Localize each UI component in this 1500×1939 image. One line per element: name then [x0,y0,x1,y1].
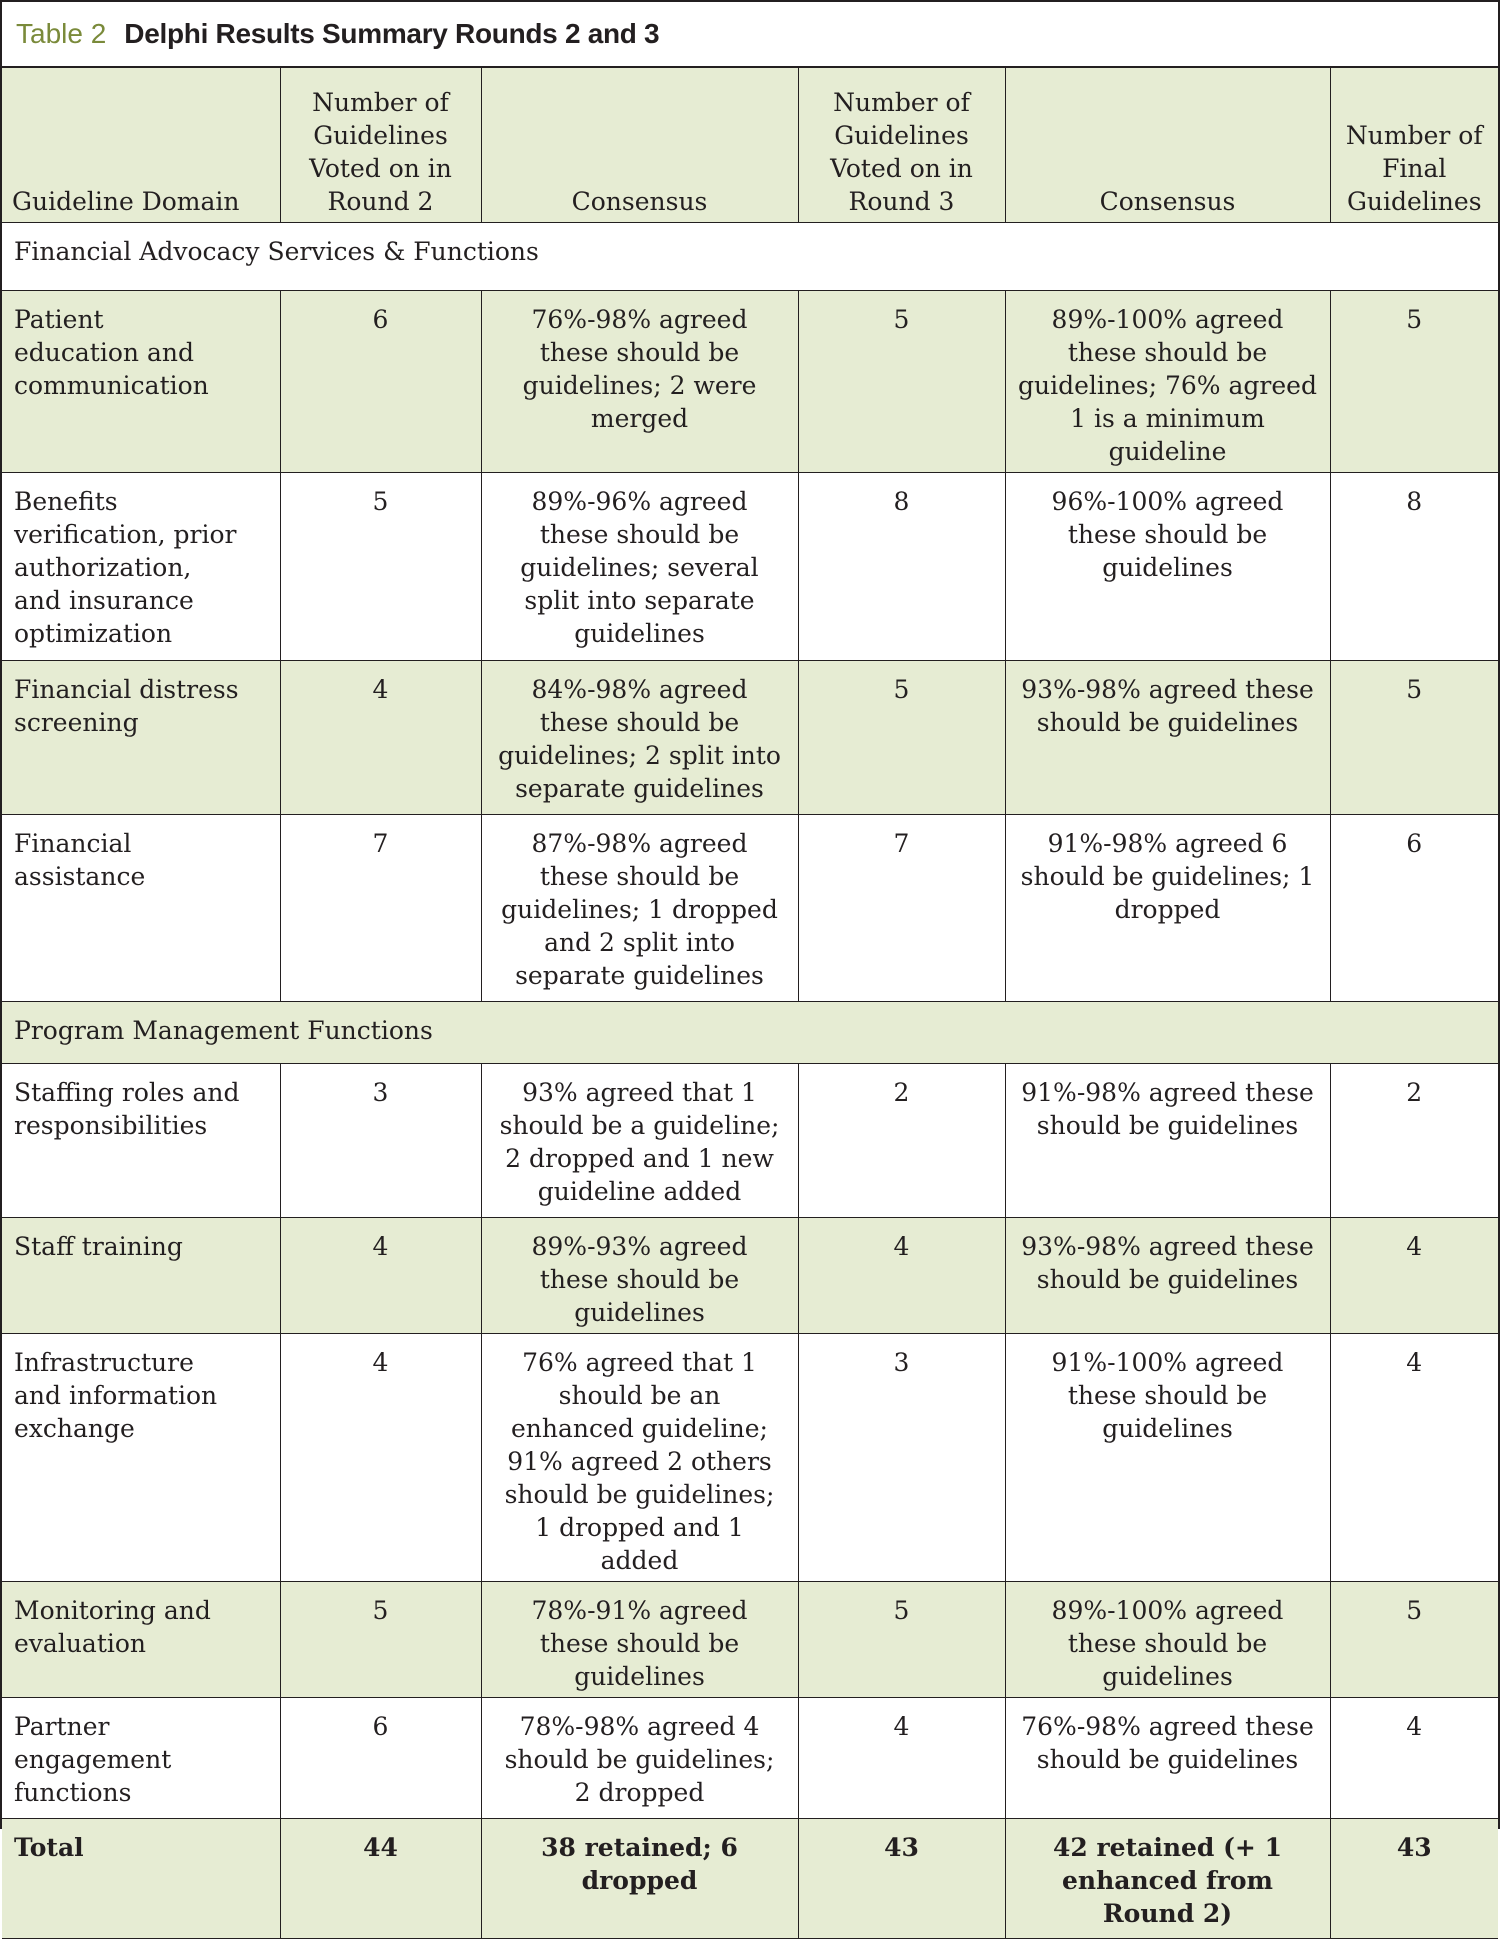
table-row [2,814,1498,1001]
total-round3: 43 [798,1818,1005,1938]
cell-consensus3: 93%-98% agreed these should be guidelines [1005,1217,1330,1333]
cell-final: 4 [1330,1217,1498,1333]
header-round2: Number of Guidelines Voted on in Round 2 [280,68,481,222]
cell-consensus2: 78%-98% agreed 4 should be guidelines; 2 dropped [481,1697,798,1818]
table-title: Delphi Results Summary Rounds 2 and 3 [124,18,660,49]
cell-consensus2: 76% agreed that 1 should be an enhanced guideline; 91% agreed 2 others should be guidelines; 1 dropped and 1 added [481,1333,798,1581]
cell-final: 8 [1330,472,1498,660]
table-row [2,1697,1498,1818]
cell-round3: 4 [798,1217,1005,1333]
total-consensus2: 38 retained; 6 dropped [481,1818,798,1938]
cell-round3: 5 [798,1581,1005,1697]
cell-domain: Staff training [2,1217,280,1333]
section-row [2,1001,1498,1063]
cell-consensus3: 96%-100% agreed these should be guidelines [1005,472,1330,660]
cell-final: 5 [1330,660,1498,814]
cell-round3: 4 [798,1697,1005,1818]
cell-final: 5 [1330,290,1498,472]
header-consensus3: Consensus [1005,68,1330,222]
cell-domain: Monitoring and evaluation [2,1581,280,1697]
table-caption [2,2,1498,68]
cell-round2: 4 [280,1217,481,1333]
cell-domain: Partner engagement functions [2,1697,280,1818]
cell-consensus2: 89%-93% agreed these should be guidelines [481,1217,798,1333]
results-table [2,68,1498,1939]
cell-domain: Benefits verification, prior authorization, and insurance optimization [2,472,280,660]
cell-round3: 8 [798,472,1005,660]
cell-final: 6 [1330,814,1498,1001]
total-label: Total [2,1818,280,1938]
section-title: Financial Advocacy Services & Functions [2,222,1498,290]
cell-consensus3: 89%-100% agreed these should be guidelines; 76% agreed 1 is a minimum guideline [1005,290,1330,472]
total-final: 43 [1330,1818,1498,1938]
table-label: Table 2 [16,18,107,49]
total-row [2,1818,1498,1938]
cell-final: 2 [1330,1063,1498,1217]
header-consensus2: Consensus [481,68,798,222]
cell-round2: 6 [280,290,481,472]
cell-domain: Financial assistance [2,814,280,1001]
cell-round2: 6 [280,1697,481,1818]
header-row [2,68,1498,222]
cell-consensus3: 91%-100% agreed these should be guidelines [1005,1333,1330,1581]
cell-consensus2: 84%-98% agreed these should be guidelines; 2 split into separate guidelines [481,660,798,814]
cell-consensus3: 76%-98% agreed these should be guidelines [1005,1697,1330,1818]
cell-round3: 3 [798,1333,1005,1581]
cell-domain: Staffing roles and responsibilities [2,1063,280,1217]
table-row [2,660,1498,814]
cell-round2: 7 [280,814,481,1001]
table-row [2,1333,1498,1581]
cell-domain: Financial distress screening [2,660,280,814]
header-round3: Number of Guidelines Voted on in Round 3 [798,68,1005,222]
cell-consensus2: 89%-96% agreed these should be guidelines; several split into separate guidelines [481,472,798,660]
cell-round2: 5 [280,472,481,660]
cell-domain: Patient education and communication [2,290,280,472]
section-title: Program Management Functions [2,1001,1498,1063]
cell-consensus3: 91%-98% agreed these should be guidelines [1005,1063,1330,1217]
cell-consensus2: 78%-91% agreed these should be guidelines [481,1581,798,1697]
table-row [2,1217,1498,1333]
cell-final: 5 [1330,1581,1498,1697]
table-row [2,472,1498,660]
table-row [2,1063,1498,1217]
cell-round2: 4 [280,1333,481,1581]
cell-round3: 2 [798,1063,1005,1217]
total-consensus3: 42 retained (+ 1 enhanced from Round 2) [1005,1818,1330,1938]
cell-round2: 5 [280,1581,481,1697]
section-row [2,222,1498,290]
header-domain: Guideline Domain [2,68,280,222]
table-row [2,290,1498,472]
cell-round3: 7 [798,814,1005,1001]
cell-consensus3: 89%-100% agreed these should be guidelines [1005,1581,1330,1697]
cell-consensus2: 93% agreed that 1 should be a guideline; 2 dropped and 1 new guideline added [481,1063,798,1217]
cell-final: 4 [1330,1333,1498,1581]
cell-consensus2: 76%-98% agreed these should be guidelines; 2 were merged [481,290,798,472]
cell-consensus3: 91%-98% agreed 6 should be guidelines; 1 dropped [1005,814,1330,1001]
header-final: Number of Final Guidelines [1330,68,1498,222]
cell-round3: 5 [798,290,1005,472]
cell-consensus3: 93%-98% agreed these should be guidelines [1005,660,1330,814]
cell-domain: Infrastructure and information exchange [2,1333,280,1581]
cell-consensus2: 87%-98% agreed these should be guidelines; 1 dropped and 2 split into separate guidelines [481,814,798,1001]
total-round2: 44 [280,1818,481,1938]
cell-round2: 4 [280,660,481,814]
cell-final: 4 [1330,1697,1498,1818]
cell-round2: 3 [280,1063,481,1217]
cell-round3: 5 [798,660,1005,814]
table-row [2,1581,1498,1697]
